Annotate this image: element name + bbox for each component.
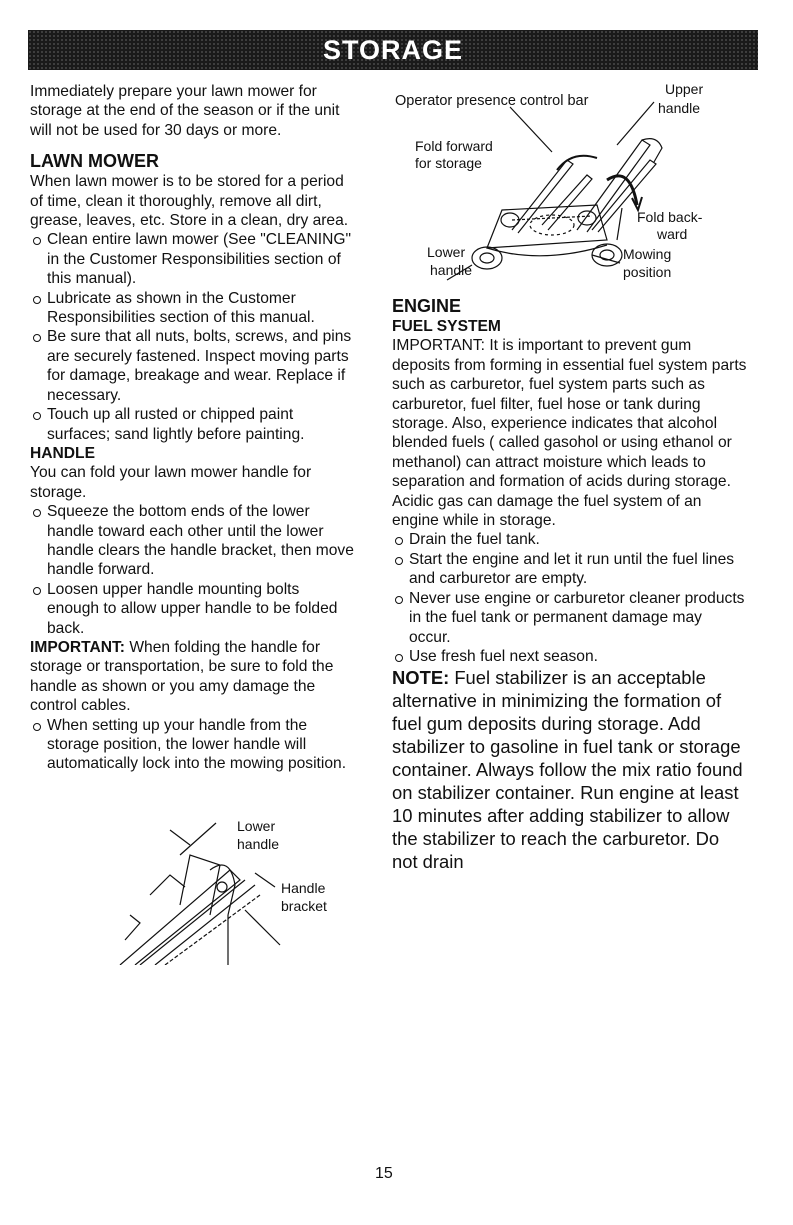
handle-list <box>30 502 355 638</box>
note-text: Fuel stabilizer is an acceptable alternative in minimizing the formation of fuel gum deposits during storage. Add stabilizer to gasoline in fuel tank or storage container. Always follow the mix ratio found on stabilizer container. Run engine at least 10 minutes after adding stabilizer to allow the stabilizer to reach the carburetor. Do not drain <box>392 667 743 873</box>
label-handle-bracket-1: Handle <box>281 880 326 896</box>
label-lower-handle-2: handle <box>430 262 473 278</box>
important-note <box>30 638 355 716</box>
handle-text: You can fold your lawn mower handle for storage. <box>30 464 312 501</box>
label-mowing-2: position <box>623 264 672 280</box>
list-item: Use fresh fuel next season. <box>392 647 747 666</box>
important-label: IMPORTANT: <box>30 638 125 656</box>
right-column <box>392 295 747 873</box>
list-item: Clean entire lawn mower (See "CLEANING" in the Customer Responsibilities section of this manual). <box>30 230 355 288</box>
fuel-system-text: IMPORTANT: It is important to prevent gum deposits from forming in essential fuel system parts such as carburetor, fuel system parts such as carburetor, fuel filter, fuel hose or tank during storage. Also, experience indicates that alcohol blended fuels ( called gasohol or using ethanol or methanol) can attract moisture which leads to separation and formation of acids during storage. Acidic gas can damage the fuel system of an engine while in storage. <box>392 337 747 530</box>
list-item: Squeeze the bottom ends of the lower handle toward each other until the lower handle clears the handle bracket, then move handle forward. <box>30 502 355 580</box>
list-item: Lubricate as shown in the Customer Responsibilities section of this manual. <box>30 289 355 328</box>
handle-list-2 <box>30 716 355 774</box>
label-fold-forward-1: Fold forward <box>415 138 493 154</box>
label-upper-handle-1: Upper <box>665 81 704 97</box>
label-fold-forward-2: for storage <box>415 155 482 171</box>
page-number: 15 <box>375 1165 393 1182</box>
label-handle-bracket-2: bracket <box>281 898 327 914</box>
section-title: STORAGE <box>322 34 464 65</box>
handle-heading: HANDLE <box>30 444 95 462</box>
label-mowing-1: Mowing <box>623 246 672 262</box>
label-fold-back-1: Fold back- <box>637 209 703 225</box>
list-item: When setting up your handle from the storage position, the lower handle will automatically lock into the mowing position. <box>30 716 355 774</box>
intro-paragraph: Immediately prepare your lawn mower for storage at the end of the season or if the unit will not be used for 30 days or more. <box>30 83 340 139</box>
section-banner <box>28 30 758 70</box>
lawn-mower-list <box>30 230 355 443</box>
fuel-stabilizer-note <box>392 666 747 873</box>
label-lower-handle-1: Lower <box>427 244 466 260</box>
label-operator-bar: Operator presence control bar <box>395 93 589 109</box>
label-lower-handle-b2: handle <box>237 836 280 852</box>
list-item: Start the engine and let it run until the fuel lines and carburetor are empty. <box>392 550 747 589</box>
label-fold-back-2: ward <box>657 226 688 242</box>
list-item: Loosen upper handle mounting bolts enough to allow upper handle to be folded back. <box>30 580 355 638</box>
label-lower-handle-b1: Lower <box>237 818 276 834</box>
lawn-mower-heading: LAWN MOWER <box>30 151 159 172</box>
list-item: Touch up all rusted or chipped paint surfaces; sand lightly before painting. <box>30 405 355 444</box>
fuel-system-heading: FUEL SYSTEM <box>392 318 501 335</box>
lawn-mower-text: When lawn mower is to be stored for a period of time, clean it thoroughly, remove all dirt, grease, leaves, etc. Store in a clean, dry area. <box>30 173 349 230</box>
list-item: Never use engine or carburetor cleaner products in the fuel tank or permanent damage may occur. <box>392 589 747 647</box>
engine-heading: ENGINE <box>392 296 462 316</box>
note-label: NOTE: <box>392 667 450 689</box>
left-column <box>30 82 355 774</box>
list-item: Be sure that all nuts, bolts, screws, and pins are securely fastened. Inspect moving parts for damage, breakage and wear. Replace if necessary. <box>30 327 355 405</box>
important-text: When folding the handle for storage or transportation, be sure to fold the handle as shown or you amy damage the control cables. <box>30 638 334 715</box>
fuel-system-list <box>392 530 747 666</box>
label-upper-handle-2: handle <box>658 100 701 116</box>
list-item: Drain the fuel tank. <box>392 530 747 549</box>
